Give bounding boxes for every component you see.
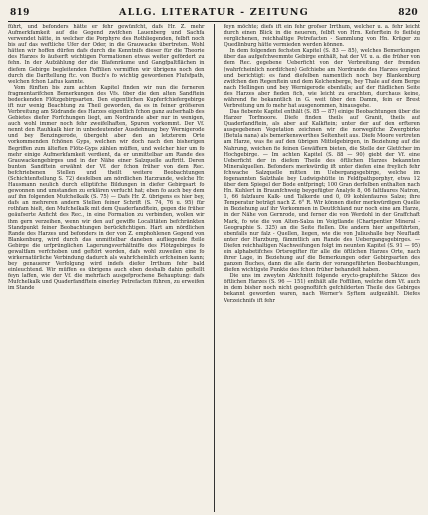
text-columns <box>8 24 420 512</box>
left-column <box>8 24 205 512</box>
paragraph: Die uns im zweyten Abfchnitt folgende erycto-graphifche Skizze des öftlichen Harzes (S. 96 — 151) enthält alle Foffilien, welche dem Vf. auch in dem bisher noch nicht geognoftifch gefchilderten Theile des Gebirges bekannt geworden waren, nach Werner's Syftem aufgezählt. Diefes Verzeichnifs ift fehr <box>223 273 420 304</box>
paragraph: feyn möchte; diefs ift ein fehr grofser Irrthum, welcher u. a. fehr leicht durch einen Blick in die neueren, felbft von Hrn. Keferftein fo fleifsig verglichenen, reichhaltige Petrefacten - Sammlung von Hn. Krüger zu Quedlinburg hätte vermieden werden können. <box>223 24 420 49</box>
column-divider <box>214 24 215 512</box>
header-rule <box>8 21 420 22</box>
running-title: ALLG. LITERATUR - ZEITUNG <box>119 7 309 18</box>
paragraph: In dem folgenden fechsten Kapitel (S. 83 — 85), welches Bemerkungen über das aufgefchwemmte Gebirge enthält, hat der Vf. u. a. die früher von dem Rec. gegebene Ueberficht von der Verbreitung der fremden (wahrfcheinlich nordifchen) Gefchiebe am Nordrande des Harzes ergänzt und berichtigt: es fand diefelben namentlich noch bey Blankenburg zwifchen den Regenftein und dem Kelchenberge, bey Thale auf dem Berge nach Hellingen und bey Wernigerode ebenfalls; auf der ftädlichen Seite des Harzes aber fieden fich, wie leicht zu erachten, durchaus keine, während fie bekanntlich in G. weit über den Damm, fein er Brest Verbreitung um fo mehr hat ausgenommen, hinausgehe. <box>223 48 420 110</box>
paragraph: Das fiebente Kapitel enthält (S. 85 — 87) einige Beobachtungen über die Harzer Torfmoore. Diefe finden theils auf Granit, theils auf Quaderfandftein, als aber auf Kalkftein; unter der auf den erfteren ausgegebenen Vegetation zeichnen wir die norwegifche Zwergbirke (Betula nana) als bemerkenswerthes Seltenheit aus. Diefe Moore vertreten am Harze, was fie auf den übrigen Mittelgebirgen, in Beziehung auf die Nahrung, weichen fie feinen Gewäffern bieten, die Stelle der Gletfcher im Hochgebirge. — Im achten Kapitel (S. 88 — 90) giebt der Vf. eine Ueberficht der in diefem Theile des öftlichen Harzes bekannten Mineralquellen. Befonders merkwürdig ift unter diefen eine freylich fehr fchwache Salzquelle mitten im Uebergangsgebirge, welche im fogenannten Salzthale bey Ludwigshütte in Feldfpathporphyr, etwa 12 über dem Spiegel der Bode entfpringt; 100 Gran derfelben enthalten nach Hn. Kuhlert in Braunfchweig beygefügter Analyfe 8, 06 faltfaures Natron, 1, 66 falzfaure Kalk- und Talkerde und 0, 09 kohlenfaures Salze; ihre Temperatur beträgt nach Z. 6° R. Wir können diefer merkwürdigen Quelle in Beziehung auf ihr Vorkommen in Deutfchland nur noch eine am Harze, in der Nähe von Gernrode, und ferner die von Werdohl in der Graffchaft Mark, fo wie die von Alten-Salza im Voigtlande (Chartpentier Mineral - Geographie S. 325) an die Seite ftellen. Die andern hier angeführten, ebenfalls nur falz - Quellen, liegen, wie die von Juliushalle bey Neuftadt unter der Harzburg, fämmtlich am Rande des Uebergangsgebirges. — Diefen reichhaltigen Nachweifungen folgt im neunten Kapitel (S. 91 — 95) ein alphabetifches Ortsregifter für alle die öftlichen Harzes Orte, nach ihrer Lage, in Beziehung auf die Bemerkungen oder Gebirgsarten des ganzen Buches, dann die alle darin der vorangeführten Beobachtungen, diefen wichtigste Punkte des fchon früher behandelt haben. <box>223 109 420 274</box>
paragraph: Vom fünften bis zum achten Kapitel finden wir nun die ferneren fragmentarifchen Bemerkungen des Vfs. über die den alten Sandftein bedeckenden Flötzgebirgsarten. Den eigentlichen Kupferfchiefergebirge ift nur wenig Beachtung zu Theil geworden, da es in feiner gröfseren Verbreitung am Südrande des Harzes eigentlich fchon ganz aufserhalb des Gebietes diefer Forfchungen liegt, am Nordrande aber nur in wenigen, auch wohl immer noch fehr zweifelhaften, Spuren vorkommt. Der Vf. nennt den Rauhkalk hier in unbedeutender Ausdehnung bey Wernigerode und bey Benzingerode, übergeht aber den an letzterem Orte vorkommenden fchönen Gyps, welchen wir doch nach den bisherigen Begriffen zum älteften Flötz-Gyps zählen müffen, und welcher hier um fo mehr einige Aufmerkfamkeit verdient, da er unmittelbar am Rande des Grauwackengebirges und in der Nähe einer Salzquelle auftritt. Deren bunten Sandftein erwähnt der Vf. der fchon früher von dem Rec. befchriebenen Stellen und theilt weitere Beobachtungen (Schichtenftellung S. 72) desfelben am nördlichen Harzrande, welche Hr. Hausmann neulich durch elliptifche Bildungen in diefer Gebirgsart fo gewonnen und umstanden zu erklären verfucht hat; eben fo auch bey dem auf ihn folgenden Mufchelkalk (S. 75) — Dafs Hr. Z. übrigens es hier bey, dafs an mehreren andern Stellen feiner Schrift (S. 74, 76 u. 95) für rothfam hielt, den Mufchelkalk mit dem Quaderfandftein, gegen die früher geäufserte Anficht des Rec., in eine Formation zu verbinden, wollen wir ihm gern verzeihen, wenn wir den auf gewiffe Localitäten befchränkten Standpunkt feiner Beobachtungen berückfichtigen. Hart am nördlichen Rande des Harzes und befonders in der von Z. emphohlenen Gegend von Blankenburg, wird durch das unmittelbar daneben aufliegende fteile Gebirge die urfprünglichen Lagerungsverhältniffe des Flötzgebirges fo gewaltfam verfchoben und geftört worden, dafs wohl zuweilen eine fo wirkernatürliche Verbindung dadurch als wahrfcheinlich erfcheinen kann; bey genauerer Verfolgung wird indefs diefer Irrthum fehr bald einleuchtend. Wir müffen es übrigens auch eben deshalb dahin geftellt feyn laffen, wie der Vf. die mehrfach ausgefprochene Behauptung: dafs Mufchelkalk und Quaderfandftein einerley Petrefacten führen, zu erweifen im Stande <box>8 84 205 292</box>
right-page-number: 820 <box>398 8 418 18</box>
paragraph: führt, und befonders hätte er fehr gewünfcht, dafs Hr. Z. mehr Aufmerkfamkeit auf die Gegend zwifchen Lauenberg und Sachfa verwendet hätte, in welcher die Porphyre des Rothliegenden, felbft noch bis auf das weftliche Ufer der Oder, in die Grauwacke übertreten. Wohl hätten wir hoffen dürfen dafs durch die Kenntnifs dieser für die Theorie des Harzes fo äufserft wichtigen Formationen etwas weiter gefördert zu fehn. In der Aufzählung der die Blafenräume und Gangfpaltflächen in diefem Gebirge begleitenden Foffilien vermiffen wir übrigens noch den durch die Darftellung ftc. von Buch's fo wichtig gewordenen Flufsfpath, welchen fchon Lafius kannte. <box>8 24 205 85</box>
running-header <box>8 5 420 18</box>
right-column <box>224 24 421 512</box>
left-page-number: 819 <box>10 8 30 18</box>
